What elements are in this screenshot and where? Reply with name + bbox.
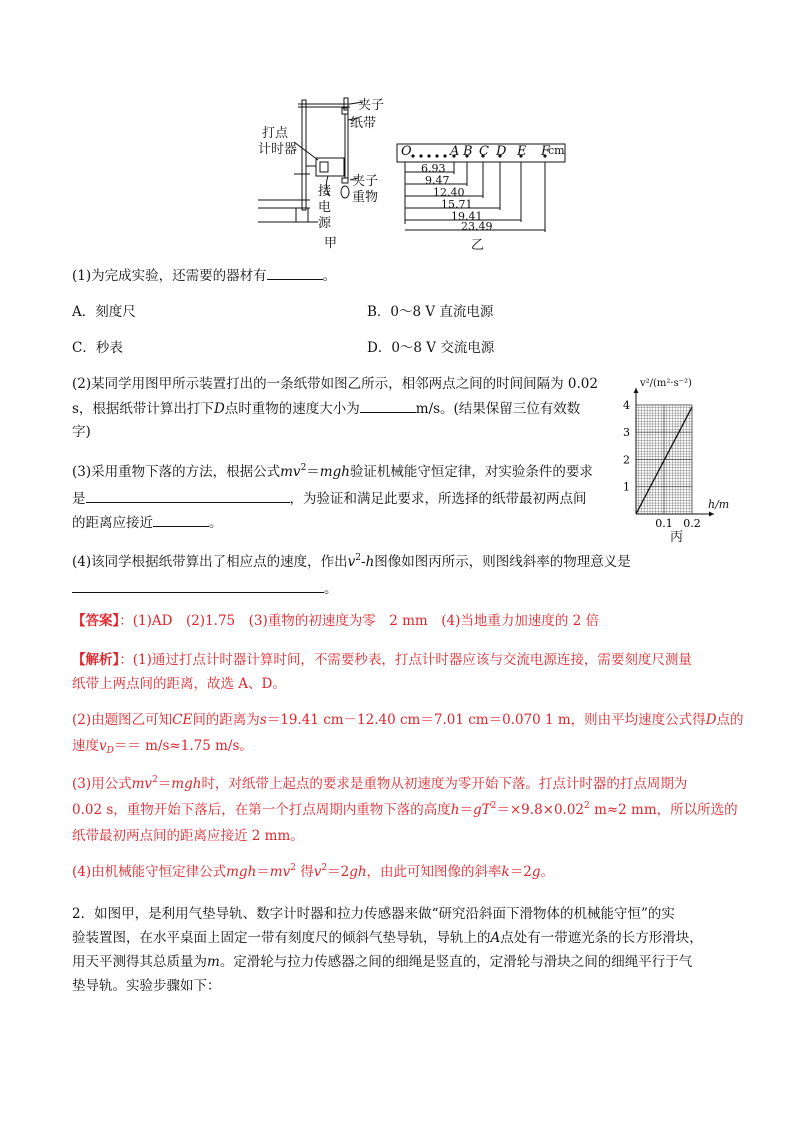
analysis-line-7: 纸带最初两点间的距离应接近 2 mm。: [72, 828, 304, 844]
q2-next-line-1: 2．如图甲，是利用气垫导轨、数字计时器和拉力传感器来做“研究沿斜面下滑物体的机械能守恒”的实: [72, 906, 675, 922]
q3-line-3: 的距离应接近 。: [72, 512, 617, 533]
answer-tag: 【答案】: [72, 613, 120, 629]
y-tick-label: 4: [623, 398, 630, 412]
y-tick-label: 2: [623, 453, 630, 467]
q3-line-1: (3)采用重物下落的方法，根据公式$mv^2=mgh$验证机械能守恒定律，对实验条件的要求: [72, 463, 593, 480]
analysis-line-2: 纸带上两点间的距离，故选 A、D。: [72, 676, 286, 692]
tape-point-e: E: [517, 144, 527, 159]
tape-point-c: C: [479, 144, 489, 159]
q2-next-line-4: 垫导轨。实验步骤如下：: [72, 978, 221, 994]
x-tick-label: 0.2: [683, 517, 701, 530]
q3-answer-blank-1[interactable]: [86, 488, 290, 503]
q1-option-d: D．0～8 V 交流电源: [367, 340, 495, 356]
label-clip-bottom: 夹子: [352, 174, 379, 189]
q1-option-c: C．秒表: [72, 340, 123, 356]
q3-line-2: 是 ，为验证和满足此要求，所选择的纸带最初两点间: [72, 488, 617, 509]
tape-point-o: O: [401, 144, 412, 159]
tape-distance-oa: 6.93: [421, 162, 446, 175]
caption-bing: 丙: [670, 530, 684, 545]
q2-answer-blank[interactable]: [360, 398, 416, 413]
tape-point-d: D: [496, 144, 507, 159]
figure-jia: [258, 92, 393, 251]
q1-option-a: A．刻度尺: [72, 304, 136, 320]
x-tick-label: 0.1: [655, 517, 673, 530]
label-timer-2: 计时器: [258, 142, 298, 157]
caption-yi: 乙: [471, 238, 485, 253]
figure-bing: [618, 378, 738, 545]
q4-line-2: 。: [72, 578, 732, 599]
tape-distance-oc: 12.40: [433, 186, 465, 199]
q4-answer-blank[interactable]: [72, 578, 324, 593]
q2-next-line-2: 验装置图，在水平桌面上固定一带有刻度尺的倾斜气垫导轨，导轨上的A点处有一带遮光条的长方形滑块，: [72, 930, 703, 946]
tape-distance-of: 23.49: [461, 220, 493, 233]
label-power: 接 电 源: [318, 184, 332, 231]
q2-line-2: s，根据纸带计算出打下D点时重物的速度大小为 m/s。(结果保留三位有效数: [72, 398, 617, 419]
y-tick-label: 3: [623, 426, 630, 440]
analysis-line-6: 0.02 s，重物开始下落后，在第一个打点周期内重物下落的高度$h=gT^2=\times 9.8\times 0.02^2$ m≈2 mm，所以所选的: [72, 801, 738, 818]
analysis-line-3: (2)由题图乙可知CE间的距离为s＝19.41 cm－12.40 cm＝7.01 cm＝0.070 1 m，则由平均速度公式得D点的: [72, 712, 744, 728]
q4-line-1: (4)该同学根据纸带算出了相应点的速度，作出$v^2-h$图像如图丙所示，则图线斜率的物理意义是: [72, 553, 631, 570]
q1-answer-blank[interactable]: [267, 265, 323, 280]
label-timer-1: 打点: [262, 126, 289, 141]
q2-next-line-3: 用天平测得其总质量为m。定滑轮与拉力传感器之间的细绳是竖直的，定滑轮与滑块之间的细绳平行于气: [72, 954, 693, 970]
y-tick-label: 1: [623, 480, 630, 494]
analysis-line-4: 速度$v_D== m/s\approx 1.75$ m/s。: [72, 738, 253, 756]
q1-stem: (1)为完成实验，还需要的器材有 。: [72, 265, 732, 286]
y-axis-arrow: [634, 388, 639, 393]
label-clip-top: 夹子: [358, 98, 385, 113]
tape-distance-oe: 19.41: [451, 210, 483, 223]
q3-answer-blank-2[interactable]: [153, 512, 209, 527]
tape-distance-ob: 9.47: [425, 174, 450, 187]
label-weight: 重物: [352, 190, 379, 205]
analysis-tag: 【解析】: [72, 652, 120, 668]
analysis-line-5: (3)用公式$mv^2=mgh$时，对纸带上起点的要求是重物从初速度为零开始下落。打点计时器的打点周期为: [72, 775, 688, 792]
tape-point-a: A: [450, 144, 460, 159]
tape-distance-od: 15.71: [441, 198, 473, 211]
chart-ylabel: v²/(m²·s⁻²): [640, 378, 692, 389]
tape-unit: cm: [548, 144, 565, 157]
tape-point-b: B: [463, 144, 473, 159]
v2-h-chart: [618, 378, 738, 542]
analysis-line-8: (4)由机械能守恒定律公式$mgh=mv^2$ 得$v^2=2gh$，由此可知图像的斜率k＝2g。: [72, 863, 554, 880]
x-axis-arrow: [709, 512, 714, 517]
figure-yi: [395, 140, 570, 253]
q2-line-3: 字): [72, 424, 91, 440]
q1-option-b: B．0～8 V 直流电源: [367, 304, 494, 320]
caption-jia: 甲: [324, 236, 338, 251]
answer-line: 【答案】：(1)AD (2)1.75 (3)重物的初速度为零 2 mm (4)当地重力加速度的 2 倍: [72, 613, 600, 629]
label-tape: 纸带: [350, 116, 377, 131]
q2-line-1: (2)某同学用图甲所示装置打出的一条纸带如图乙所示，相邻两点之间的时间间隔为 0.02: [72, 376, 598, 392]
tape-point-f: F: [541, 144, 551, 159]
chart-xlabel: h/m: [708, 498, 730, 511]
analysis-line-1: 【解析】：(1)通过打点计时器计算时间，不需要秒表，打点计时器应该与交流电源连接，需要刻度尺测量: [72, 652, 692, 668]
